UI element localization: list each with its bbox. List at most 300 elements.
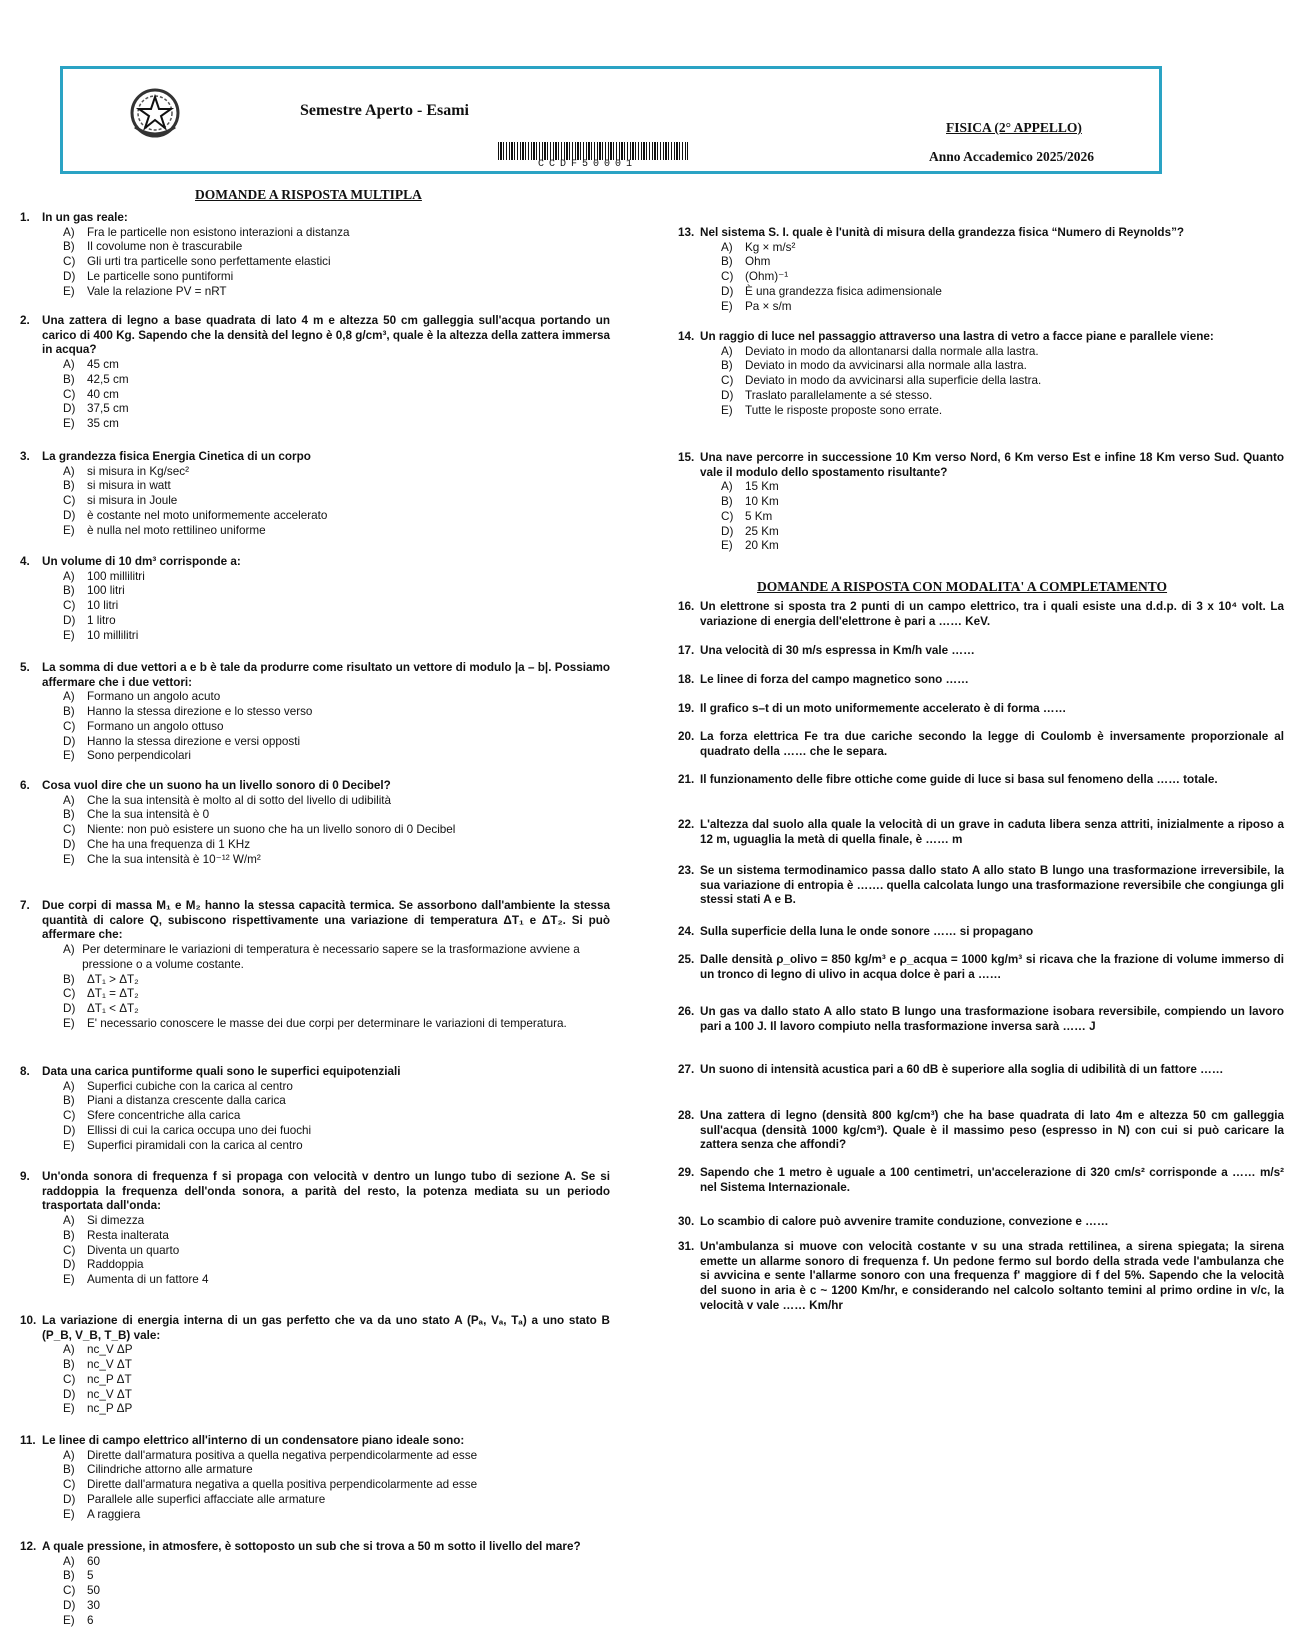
question-body: Dalle densità ρ_olivo = 850 kg/m³ e ρ_acqua = 1000 kg/m³ si ricava che la frazione di volume immerso di un tronco di legno di ulivo in acqua dolce è pari a ……	[700, 953, 1284, 981]
answer-options	[63, 1080, 610, 1154]
answer-option[interactable]	[63, 1599, 610, 1614]
answer-option[interactable]	[63, 1373, 610, 1388]
option-letter: E)	[63, 628, 75, 642]
option-letter: D)	[63, 1258, 76, 1272]
question-body: Nel sistema S. I. quale è l'unità di misura della grandezza fisica “Numero di Reynolds”?	[700, 226, 1185, 239]
italian-republic-emblem-icon	[129, 87, 181, 139]
option-text: Che la sua intensità è molto al di sotto del livello di udibilità	[87, 793, 392, 807]
question-number: 25.	[678, 953, 695, 966]
option-letter: A)	[63, 943, 75, 957]
question-body: A quale pressione, in atmosfere, è sottoposto un sub che si trova a 50 m sotto il livello del mare?	[42, 1540, 581, 1553]
option-text: 45 cm	[87, 358, 119, 372]
option-letter: A)	[63, 569, 75, 583]
question-26	[678, 1005, 1284, 1034]
option-letter: C)	[63, 1584, 76, 1598]
answer-option[interactable]	[63, 1229, 610, 1244]
option-text: ΔT₁ = ΔT₂	[87, 987, 139, 1001]
answer-option[interactable]	[63, 1139, 610, 1154]
question-body: L'altezza dal suolo alla quale la velocità di un grave in caduta libera senza attriti, inizialmente a riposo a 12 m, uguaglia la metà di quella finale, è …… m	[700, 818, 1284, 846]
question-17	[678, 644, 1284, 659]
question-number: 1.	[20, 211, 30, 224]
option-text: 5	[87, 1569, 94, 1583]
answer-option[interactable]	[63, 417, 610, 432]
question-number: 10.	[20, 1314, 37, 1327]
option-text: Raddoppia	[87, 1258, 144, 1272]
answer-option[interactable]	[63, 402, 610, 417]
option-letter: C)	[63, 719, 76, 733]
answer-option[interactable]	[721, 525, 1284, 540]
answer-option[interactable]	[63, 690, 610, 705]
option-letter: B)	[63, 1094, 75, 1108]
option-text: Dirette dall'armatura positiva a quella negativa perpendicolarmente ad esse	[87, 1448, 478, 1462]
question-text	[20, 1540, 610, 1555]
question-text	[20, 450, 610, 465]
answer-option[interactable]	[63, 226, 610, 241]
option-letter: D)	[63, 734, 76, 748]
question-number: 6.	[20, 779, 30, 792]
option-text: 10 Km	[745, 495, 779, 509]
answer-option[interactable]	[63, 1388, 610, 1403]
question-number: 4.	[20, 555, 30, 568]
option-text: Parallele alle superfici affacciate alle armature	[87, 1492, 326, 1506]
question-number: 11.	[20, 1434, 36, 1447]
question-2	[20, 314, 610, 432]
question-21	[678, 773, 1284, 788]
option-letter: D)	[63, 1492, 76, 1506]
question-text	[20, 314, 610, 358]
option-letter: B)	[63, 1569, 75, 1583]
exam-subject: FISICA (2° APPELLO)	[946, 120, 1082, 135]
option-letter: B)	[721, 359, 733, 373]
answer-option[interactable]	[63, 509, 610, 524]
option-text: 5 Km	[745, 509, 773, 523]
option-letter: A)	[63, 358, 75, 372]
option-text: 20 Km	[745, 539, 779, 553]
answer-option[interactable]	[63, 749, 610, 764]
answer-option[interactable]	[721, 255, 1284, 270]
option-text: 50	[87, 1584, 101, 1598]
option-text: 100 millilitri	[87, 569, 145, 583]
option-letter: D)	[63, 837, 76, 851]
option-letter: B)	[63, 972, 75, 986]
option-text: Dirette dall'armatura negativa a quella positiva perpendicolarmente ad esse	[87, 1478, 478, 1492]
answer-option[interactable]	[63, 720, 610, 735]
question-number: 12.	[20, 1540, 37, 1553]
question-body: La somma di due vettori a e b è tale da produrre come risultato un vettore di modulo |a – b|. Possiamo affermare che i due vettori:	[42, 661, 610, 689]
option-letter: D)	[63, 269, 76, 283]
question-20	[678, 730, 1284, 759]
question-body: Cosa vuol dire che un suono ha un livello sonoro di 0 Decibel?	[42, 779, 391, 792]
answer-option[interactable]	[63, 1214, 610, 1229]
question-text	[678, 1063, 1284, 1078]
option-text: Sono perpendicolari	[87, 749, 191, 763]
question-1	[20, 211, 610, 299]
answer-option[interactable]	[63, 270, 610, 285]
question-number: 18.	[678, 673, 695, 686]
option-text: Formano un angolo acuto	[87, 690, 221, 704]
question-text	[678, 818, 1284, 847]
option-letter: B)	[721, 255, 733, 269]
option-letter: A)	[721, 240, 733, 254]
option-text: Fra le particelle non esistono interazioni a distanza	[87, 225, 350, 239]
option-letter: D)	[63, 1387, 76, 1401]
question-text	[678, 702, 1284, 717]
answer-options	[63, 943, 610, 1031]
option-letter: D)	[63, 1123, 76, 1137]
option-letter: E)	[63, 852, 75, 866]
section-multiple-choice-title: DOMANDE A RISPOSTA MULTIPLA	[195, 187, 422, 202]
question-body: Le linee di forza del campo magnetico sono ……	[700, 673, 969, 686]
option-text: Hanno la stessa direzione e versi opposti	[87, 734, 301, 748]
question-number: 28.	[678, 1109, 695, 1122]
option-letter: D)	[63, 1598, 76, 1612]
answer-option[interactable]	[63, 358, 610, 373]
answer-option[interactable]	[63, 1493, 610, 1508]
option-text: 30	[87, 1598, 101, 1612]
answer-option[interactable]	[721, 374, 1284, 389]
question-29	[678, 1166, 1284, 1195]
option-text: A raggiera	[87, 1507, 141, 1521]
answer-options	[63, 1555, 610, 1629]
option-letter: E)	[63, 1613, 75, 1627]
option-text: Gli urti tra particelle sono perfettamente elastici	[87, 255, 331, 269]
answer-option[interactable]	[63, 373, 610, 388]
option-letter: E)	[63, 1402, 75, 1416]
question-body: Un volume di 10 dm³ corrisponde a:	[42, 555, 241, 568]
option-letter: C)	[63, 387, 76, 401]
option-text: Superfici piramidali con la carica al centro	[87, 1138, 303, 1152]
option-text: ΔT₁ < ΔT₂	[87, 1001, 139, 1015]
answer-option[interactable]	[63, 1584, 610, 1599]
answer-option[interactable]	[63, 629, 610, 644]
answer-options	[721, 345, 1284, 419]
answer-option[interactable]	[63, 1002, 610, 1017]
option-letter: A)	[721, 480, 733, 494]
question-number: 17.	[678, 644, 695, 657]
answer-option[interactable]	[63, 1124, 610, 1139]
option-letter: B)	[63, 240, 75, 254]
option-letter: D)	[63, 402, 76, 416]
question-25	[678, 953, 1284, 982]
answer-option[interactable]	[63, 1463, 610, 1478]
answer-option[interactable]	[721, 241, 1284, 256]
option-letter: C)	[721, 270, 734, 284]
answer-option[interactable]	[721, 285, 1284, 300]
answer-option[interactable]	[63, 1555, 610, 1570]
question-30	[678, 1215, 1284, 1230]
question-number: 24.	[678, 925, 695, 938]
answer-option[interactable]	[63, 240, 610, 255]
option-text: 35 cm	[87, 416, 119, 430]
option-text: Deviato in modo da allontanarsi dalla normale alla lastra.	[745, 344, 1039, 358]
answer-option[interactable]	[63, 255, 610, 270]
option-letter: B)	[721, 495, 733, 509]
option-letter: A)	[63, 793, 75, 807]
answer-option[interactable]	[63, 285, 610, 300]
answer-options	[63, 1343, 610, 1417]
question-body: Il grafico s–t di un moto uniformemente accelerato è di forma ……	[700, 702, 1067, 715]
answer-option[interactable]	[63, 614, 610, 629]
barcode-text: CCDF50001	[538, 159, 638, 170]
answer-options	[721, 241, 1284, 315]
answer-option[interactable]	[63, 1358, 610, 1373]
question-body: Un suono di intensità acustica pari a 60 dB è superiore alla soglia di udibilità di un fattore ……	[700, 1063, 1224, 1076]
option-letter: D)	[721, 524, 734, 538]
question-text	[678, 673, 1284, 688]
answer-option[interactable]	[63, 943, 610, 972]
option-letter: E)	[721, 403, 733, 417]
option-text: 6	[87, 1613, 94, 1627]
answer-option[interactable]	[63, 794, 610, 809]
question-text	[678, 864, 1284, 908]
option-text: 100 litri	[87, 584, 125, 598]
answer-option[interactable]	[721, 510, 1284, 525]
answer-options	[63, 690, 610, 764]
option-letter: A)	[63, 1448, 75, 1462]
option-text: 15 Km	[745, 480, 779, 494]
question-text	[678, 730, 1284, 759]
option-text: Vale la relazione PV = nRT	[87, 284, 227, 298]
option-letter: E)	[721, 539, 733, 553]
question-number: 22.	[678, 818, 695, 831]
question-body: Un gas va dallo stato A allo stato B lungo una trasformazione isobara reversibile, compiendo un lavoro pari a 100 J. Il lavoro compiuto nella trasformazione inversa sarà …… J	[700, 1005, 1284, 1033]
option-text: Ellissi di cui la carica occupa uno dei fuochi	[87, 1123, 312, 1137]
question-text	[20, 211, 610, 226]
option-text: nc_V ΔP	[87, 1343, 133, 1357]
question-number: 26.	[678, 1005, 695, 1018]
answer-option[interactable]	[63, 1258, 610, 1273]
question-number: 21.	[678, 773, 695, 786]
question-number: 5.	[20, 661, 30, 674]
answer-option[interactable]	[63, 853, 610, 868]
question-text	[678, 1240, 1284, 1314]
question-text	[20, 555, 610, 570]
answer-option[interactable]	[63, 494, 610, 509]
option-text: Deviato in modo da avvicinarsi alla normale alla lastra.	[745, 359, 1027, 373]
option-text: Diventa un quarto	[87, 1243, 180, 1257]
question-text	[678, 600, 1284, 629]
option-text: è costante nel moto uniformemente accelerato	[87, 508, 328, 522]
answer-option[interactable]	[721, 359, 1284, 374]
barcode	[498, 142, 688, 160]
option-letter: E)	[63, 416, 75, 430]
option-letter: A)	[721, 344, 733, 358]
question-text	[678, 644, 1284, 659]
answer-option[interactable]	[721, 389, 1284, 404]
option-text: 1 litro	[87, 613, 116, 627]
answer-option[interactable]	[721, 270, 1284, 285]
answer-option[interactable]	[63, 1449, 610, 1464]
answer-option[interactable]	[63, 973, 610, 988]
option-letter: A)	[63, 1214, 75, 1228]
answer-option[interactable]	[721, 345, 1284, 360]
option-text: nc_P ΔT	[87, 1372, 132, 1386]
answer-option[interactable]	[63, 1094, 610, 1109]
option-letter: A)	[63, 464, 75, 478]
answer-option[interactable]	[721, 495, 1284, 510]
answer-option[interactable]	[63, 1017, 610, 1032]
answer-option[interactable]	[63, 570, 610, 585]
option-text: Sfere concentriche alla carica	[87, 1109, 241, 1123]
question-number: 27.	[678, 1063, 695, 1076]
option-letter: D)	[63, 508, 76, 522]
question-body: Se un sistema termodinamico passa dallo stato A allo stato B lungo una trasformazione irreversibile, la sua variazione di entropia è ……. quella calcolata lungo una trasformazione reversibile che congiunga gli stessi stati A e B.	[700, 864, 1284, 907]
option-letter: B)	[63, 1463, 75, 1477]
option-text: nc_V ΔT	[87, 1387, 132, 1401]
option-text: Per determinare le variazioni di temperatura è necessario sapere se la trasformazione avviene a pressione o a volume costante.	[82, 943, 580, 971]
answer-option[interactable]	[63, 599, 610, 614]
question-number: 31.	[678, 1240, 695, 1253]
option-letter: D)	[721, 388, 734, 402]
question-text	[678, 1005, 1284, 1034]
section-completion-title: DOMANDE A RISPOSTA CON MODALITA' A COMPLETAMENTO	[757, 579, 1168, 594]
option-letter: C)	[63, 1243, 76, 1257]
question-7	[20, 899, 610, 1031]
answer-option[interactable]	[63, 1109, 610, 1124]
option-text: Aumenta di un fattore 4	[87, 1272, 209, 1286]
question-body: Una zattera di legno a base quadrata di lato 4 m e altezza 50 cm galleggia sull'acqua portando un carico di 400 Kg. Sapendo che la densità del legno è 0,8 g/cm³, quale è la altezza della zattera immersa in acqua?	[42, 314, 610, 357]
question-number: 15.	[678, 451, 695, 464]
option-text: Che la sua intensità è 10⁻¹² W/m²	[87, 852, 261, 866]
question-body: Un elettrone si sposta tra 2 punti di un campo elettrico, tra i quali esiste una d.d.p. di 3 x 10⁴ volt. La variazione di energia dell'elettrone è pari a …… KeV.	[700, 600, 1284, 628]
option-text: nc_P ΔP	[87, 1402, 133, 1416]
answer-options	[63, 794, 610, 868]
answer-option[interactable]	[63, 465, 610, 480]
question-body: La forza elettrica Fe tra due cariche secondo la legge di Coulomb è inversamente proporzionale al quadrato della …… che le separa.	[700, 730, 1284, 758]
option-letter: C)	[721, 374, 734, 388]
question-number: 14.	[678, 330, 695, 343]
question-24	[678, 925, 1284, 940]
option-text: Hanno la stessa direzione e lo stesso verso	[87, 705, 313, 719]
option-letter: D)	[63, 613, 76, 627]
option-text: Pa × s/m	[745, 299, 792, 313]
answer-option[interactable]	[63, 1273, 610, 1288]
question-15	[678, 451, 1284, 554]
answer-option[interactable]	[721, 300, 1284, 315]
answer-option[interactable]	[63, 735, 610, 750]
question-text	[20, 661, 610, 690]
question-11	[20, 1434, 610, 1522]
option-text: nc_V ΔT	[87, 1358, 132, 1372]
question-text	[20, 1434, 610, 1449]
question-number: 7.	[20, 899, 30, 912]
question-body: La variazione di energia interna di un gas perfetto che va da uno stato A (Pₐ, Vₐ, Tₐ) a uno stato B (P_B, V_B, T_B) vale:	[42, 1314, 610, 1342]
answer-options	[63, 226, 610, 300]
option-text: Tutte le risposte proposte sono errate.	[745, 403, 943, 417]
answer-option[interactable]	[721, 480, 1284, 495]
question-8	[20, 1065, 610, 1153]
option-text: 37,5 cm	[87, 402, 129, 416]
option-text: È una grandezza fisica adimensionale	[745, 284, 942, 298]
option-letter: B)	[63, 584, 75, 598]
answer-option[interactable]	[721, 539, 1284, 554]
option-letter: A)	[63, 1343, 75, 1357]
option-letter: C)	[63, 1109, 76, 1123]
answer-option[interactable]	[63, 808, 610, 823]
question-5	[20, 661, 610, 764]
option-text: Kg × m/s²	[745, 240, 796, 254]
question-body: Sapendo che 1 metro è uguale a 100 centimetri, un'accelerazione di 320 cm/s² corrisponde a …… m/s² nel Sistema Internazionale.	[700, 1166, 1284, 1194]
question-number: 30.	[678, 1215, 695, 1228]
question-text	[678, 773, 1284, 788]
option-text: Il covolume non è trascurabile	[87, 240, 243, 254]
question-body: Il funzionamento delle fibre ottiche come guide di luce si basa sul fenomeno della …… totale.	[700, 773, 1218, 786]
answer-option[interactable]	[63, 1508, 610, 1523]
question-body: Due corpi di massa M₁ e M₂ hanno la stessa capacità termica. Se assorbono dall'ambiente la stessa quantità di calore Q, subiscono rispettivamente una variazione di temperatura ΔT₁ e ΔT₂. Si può affermare che:	[42, 899, 610, 942]
question-body: Una velocità di 30 m/s espressa in Km/h vale ……	[700, 644, 975, 657]
option-letter: E)	[63, 1507, 75, 1521]
option-letter: E)	[721, 299, 733, 313]
question-text	[20, 779, 610, 794]
option-text: Piani a distanza crescente dalla carica	[87, 1094, 286, 1108]
answer-option[interactable]	[63, 1343, 610, 1358]
question-14	[678, 330, 1284, 418]
answer-option[interactable]	[63, 1080, 610, 1095]
answer-option[interactable]	[63, 1244, 610, 1259]
question-text	[678, 1109, 1284, 1153]
question-text	[20, 899, 610, 943]
option-letter: C)	[63, 1478, 76, 1492]
answer-option[interactable]	[63, 823, 610, 838]
answer-option[interactable]	[63, 705, 610, 720]
option-letter: D)	[63, 1001, 76, 1015]
option-letter: C)	[63, 987, 76, 1001]
option-letter: A)	[63, 1554, 75, 1568]
question-text	[678, 330, 1284, 345]
question-text	[20, 1170, 610, 1214]
question-9	[20, 1170, 610, 1288]
answer-options	[721, 480, 1284, 554]
question-number: 19.	[678, 702, 695, 715]
answer-option[interactable]	[63, 987, 610, 1002]
question-body: La grandezza fisica Energia Cinetica di un corpo	[42, 450, 311, 463]
question-27	[678, 1063, 1284, 1078]
answer-option[interactable]	[63, 1614, 610, 1629]
question-3	[20, 450, 610, 538]
answer-option[interactable]	[721, 404, 1284, 419]
option-text: Formano un angolo ottuso	[87, 719, 224, 733]
option-letter: C)	[63, 494, 76, 508]
option-text: E' necessario conoscere le masse dei due corpi per determinare le variazioni di temperatura.	[87, 1016, 567, 1030]
option-text: si misura in Joule	[87, 494, 178, 508]
option-letter: A)	[63, 690, 75, 704]
answer-option[interactable]	[63, 838, 610, 853]
option-text: Traslato parallelamente a sé stesso.	[745, 388, 933, 402]
question-text	[678, 953, 1284, 982]
option-letter: E)	[63, 523, 75, 537]
question-10	[20, 1314, 610, 1417]
answer-option[interactable]	[63, 524, 610, 539]
answer-option[interactable]	[63, 1569, 610, 1584]
answer-option[interactable]	[63, 388, 610, 403]
option-letter: A)	[63, 225, 75, 239]
option-letter: E)	[63, 749, 75, 763]
answer-options	[63, 570, 610, 644]
option-text: Si dimezza	[87, 1214, 145, 1228]
answer-option[interactable]	[63, 479, 610, 494]
question-body: Data una carica puntiforme quali sono le superfici equipotenziali	[42, 1065, 401, 1078]
question-number: 2.	[20, 314, 30, 327]
option-letter: B)	[63, 372, 75, 386]
answer-option[interactable]	[63, 1402, 610, 1417]
answer-option[interactable]	[63, 1478, 610, 1493]
option-letter: E)	[63, 1138, 75, 1152]
question-text	[678, 1215, 1284, 1230]
answer-option[interactable]	[63, 584, 610, 599]
question-body: Un'onda sonora di frequenza f si propaga con velocità v dentro un lungo tubo di sezione A. Se si raddoppia la frequenza dell'onda sonora, a parità del resto, la potenza mediata su un periodo trasportata dall'onda:	[42, 1170, 610, 1213]
question-body: Un raggio di luce nel passaggio attraverso una lastra di vetro a facce piane e parallele viene:	[700, 330, 1214, 343]
question-31	[678, 1240, 1284, 1314]
